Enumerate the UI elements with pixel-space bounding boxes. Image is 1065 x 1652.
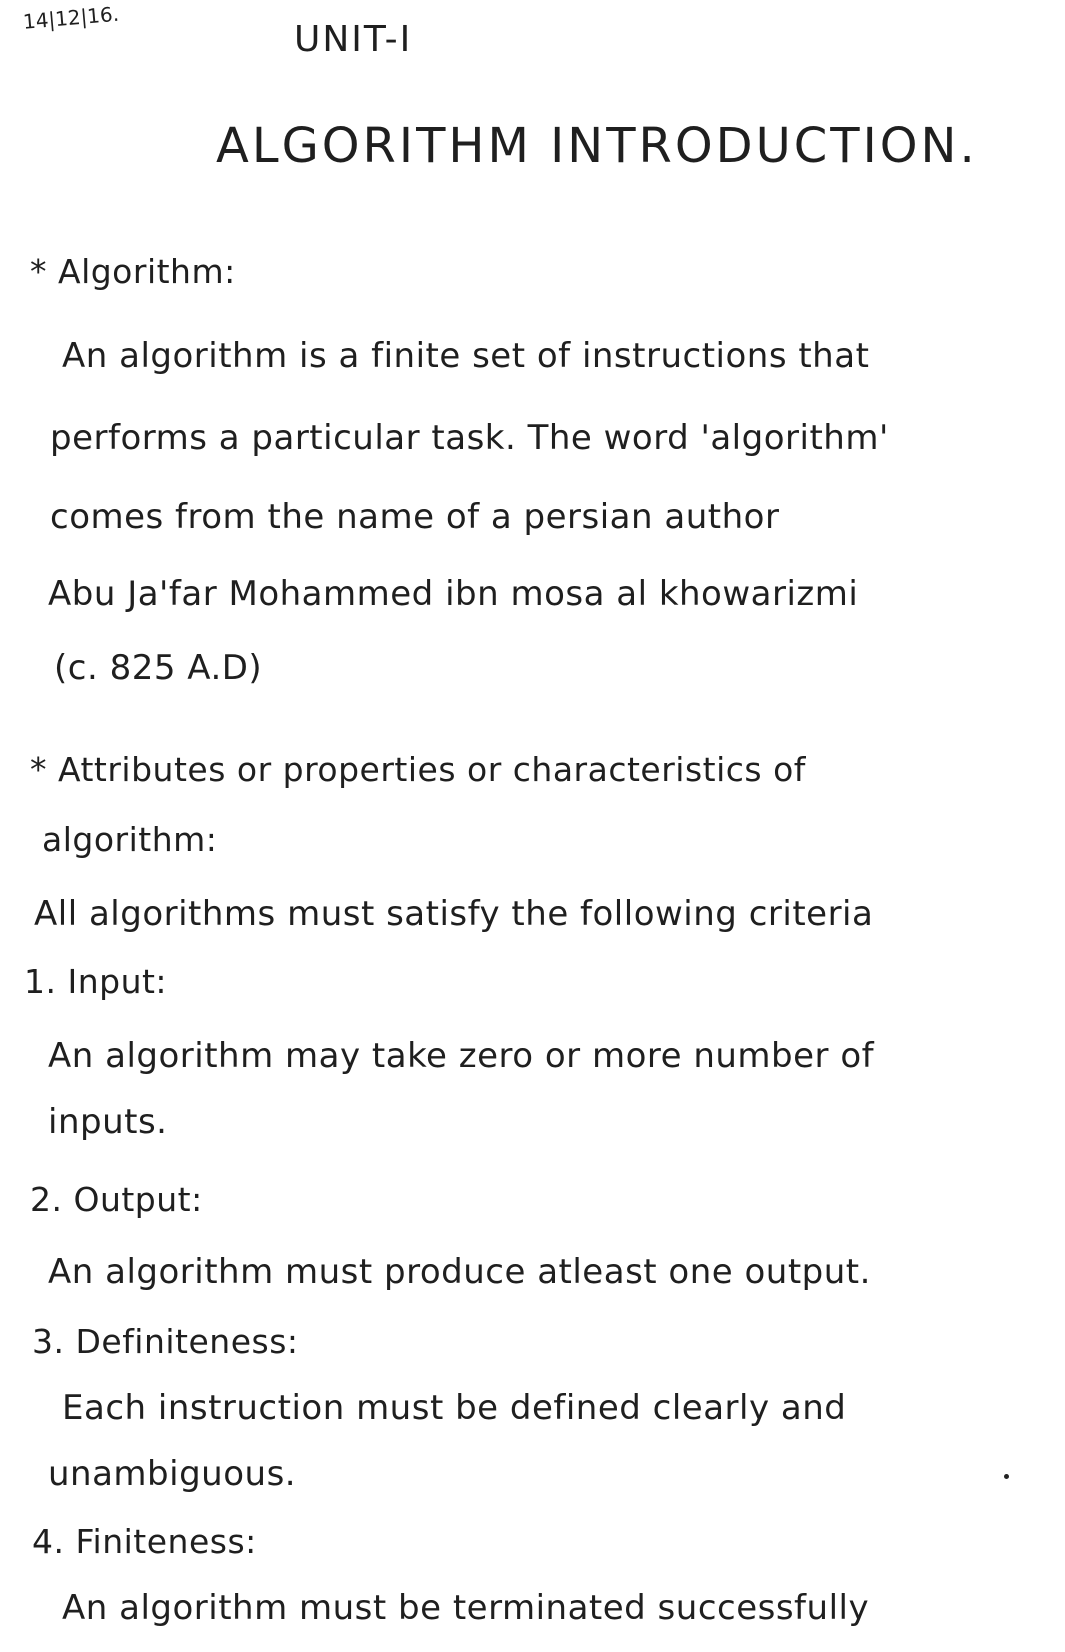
criterion-text: unambiguous. (48, 1454, 297, 1494)
criterion-title-output: 2. Output: (30, 1180, 203, 1219)
criterion-title-finiteness: 4. Finiteness: (32, 1522, 257, 1561)
definition-line: (c. 825 A.D) (54, 648, 263, 688)
stray-ink-dot (1004, 1474, 1009, 1479)
criterion-title-definiteness: 3. Definiteness: (32, 1322, 299, 1361)
definition-line: Abu Ja'far Mohammed ibn mosa al khowarizmi (48, 574, 859, 614)
definition-line: An algorithm is a finite set of instructions that (62, 336, 870, 376)
criterion-text: Each instruction must be defined clearly and (62, 1388, 847, 1428)
criterion-text: An algorithm must produce atleast one output. (48, 1252, 871, 1292)
criteria-intro: All algorithms must satisfy the following criteria (34, 894, 874, 934)
attributes-heading: * Attributes or properties or characteristics of (30, 750, 806, 789)
criterion-text: An algorithm must be terminated successfully (62, 1588, 870, 1628)
definition-line: performs a particular task. The word 'algorithm' (50, 418, 889, 458)
date-note: 14|12|16. (22, 1, 120, 34)
criterion-text: An algorithm may take zero or more number of (48, 1036, 875, 1076)
unit-label: UNIT-I (294, 19, 413, 60)
page-title: ALGORITHM INTRODUCTION. (216, 118, 978, 174)
criterion-title-input: 1. Input: (24, 962, 168, 1001)
criterion-text: inputs. (48, 1102, 168, 1142)
definition-line: comes from the name of a persian author (50, 497, 780, 537)
algorithm-heading: * Algorithm: (30, 252, 236, 291)
attributes-heading-cont: algorithm: (42, 820, 218, 859)
